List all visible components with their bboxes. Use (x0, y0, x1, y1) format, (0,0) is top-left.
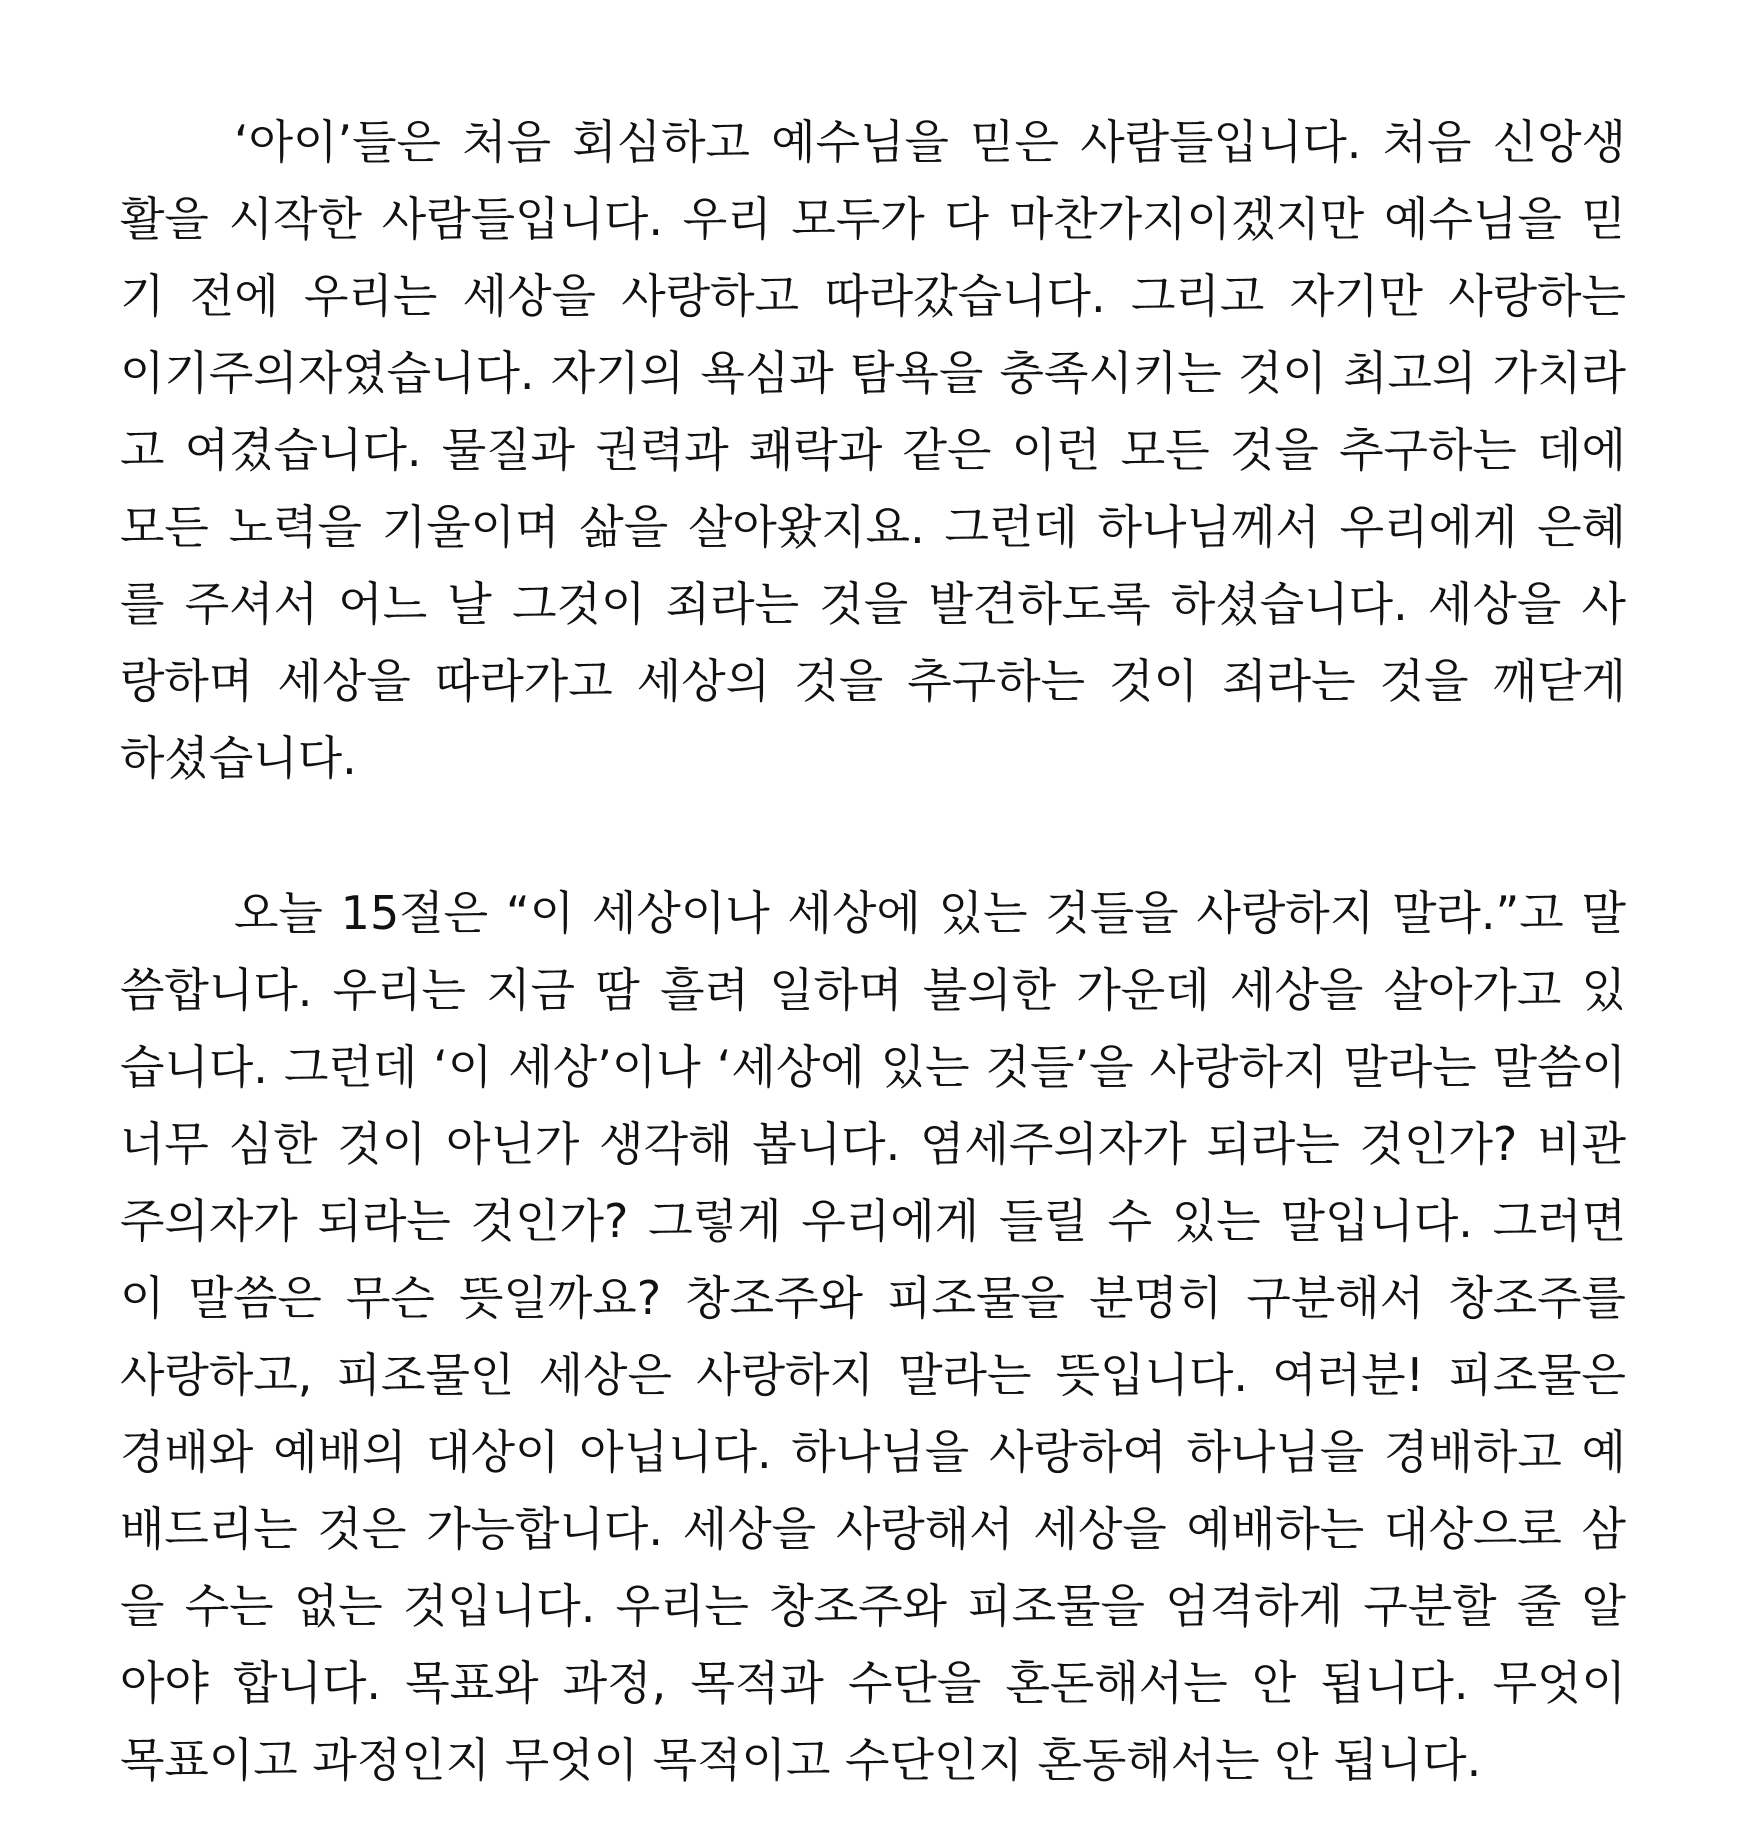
paragraph-line: 를 주셔서 어느 날 그것이 죄라는 것을 발견하도록 하셨습니다. 세상을 사 (120, 577, 1626, 631)
paragraph-line: 이 말씀은 무슨 뜻일까요? 창조주와 피조물을 분명히 구분해서 창조주를 (120, 1271, 1626, 1325)
paragraph-line: 모든 노력을 기울이며 삶을 살아왔지요. 그런데 하나님께서 우리에게 은혜 (120, 500, 1626, 554)
paragraph-line: ‘아이’들은 처음 회심하고 예수님을 믿은 사람들입니다. 처음 신앙생 (234, 115, 1626, 169)
paragraph-line: 아야 합니다. 목표와 과정, 목적과 수단을 혼돈해서는 안 됩니다. 무엇이 (120, 1656, 1626, 1710)
paragraph-line: 주의자가 되라는 것인가? 그렇게 우리에게 들릴 수 있는 말입니다. 그러면 (120, 1194, 1626, 1248)
paragraph-line: 하셨습니다. (120, 731, 357, 785)
paragraph-line: 경배와 예배의 대상이 아닙니다. 하나님을 사랑하여 하나님을 경배하고 예 (120, 1425, 1626, 1479)
paragraph-spacer (120, 797, 1626, 875)
paragraph-line: 씀합니다. 우리는 지금 땀 흘려 일하며 불의한 가운데 세상을 살아가고 있 (120, 963, 1626, 1017)
paragraph-line: 고 여겼습니다. 물질과 권력과 쾌락과 같은 이런 모든 것을 추구하는 데에 (120, 423, 1626, 477)
document-page (120, 104, 1626, 1799)
paragraph-line: 이기주의자였습니다. 자기의 욕심과 탐욕을 충족시키는 것이 최고의 가치라 (120, 346, 1626, 400)
paragraph-2 (120, 875, 1626, 1799)
paragraph-line: 목표이고 과정인지 무엇이 목적이고 수단인지 혼동해서는 안 됩니다. (120, 1733, 1482, 1787)
paragraph-line: 오늘 15절은 “이 세상이나 세상에 있는 것들을 사랑하지 말라.”고 말 (234, 886, 1626, 940)
paragraph-line: 사랑하고, 피조물인 세상은 사랑하지 말라는 뜻입니다. 여러분! 피조물은 (120, 1348, 1626, 1402)
paragraph-1 (120, 104, 1626, 797)
paragraph-line: 을 수는 없는 것입니다. 우리는 창조주와 피조물을 엄격하게 구분할 줄 알 (120, 1579, 1626, 1633)
paragraph-line: 랑하며 세상을 따라가고 세상의 것을 추구하는 것이 죄라는 것을 깨닫게 (120, 654, 1626, 708)
paragraph-line: 너무 심한 것이 아닌가 생각해 봅니다. 염세주의자가 되라는 것인가? 비관 (120, 1117, 1626, 1171)
paragraph-line: 배드리는 것은 가능합니다. 세상을 사랑해서 세상을 예배하는 대상으로 삼 (120, 1502, 1626, 1556)
paragraph-line: 활을 시작한 사람들입니다. 우리 모두가 다 마찬가지이겠지만 예수님을 믿 (120, 192, 1626, 246)
paragraph-line: 습니다. 그런데 ‘이 세상’이나 ‘세상에 있는 것들’을 사랑하지 말라는 말씀이 (120, 1040, 1626, 1094)
paragraph-line: 기 전에 우리는 세상을 사랑하고 따라갔습니다. 그리고 자기만 사랑하는 (120, 269, 1626, 323)
